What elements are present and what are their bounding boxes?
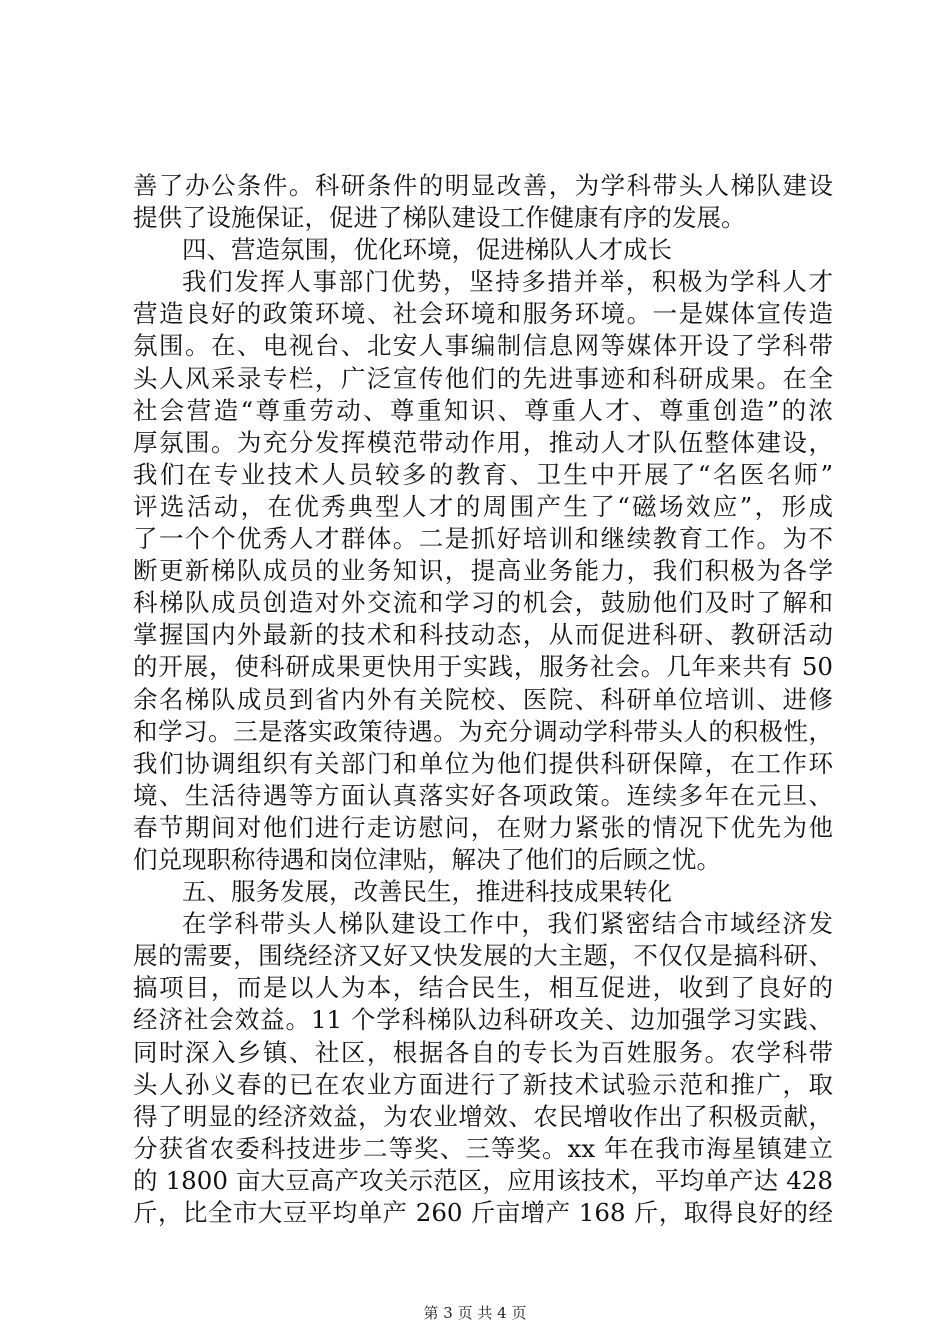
body-line: 得了明显的经济效益，为农业增效、农民增收作出了积极贡献， (133, 1101, 833, 1131)
body-line: 展的需要，围绕经济又好又快发展的大主题，不仅仅是搞科研、 (133, 941, 833, 971)
body-line: 科梯队成员创造对外交流和学习的机会，鼓励他们及时了解和 (133, 588, 833, 618)
body-line: 我们在专业技术人员较多的教育、卫生中开展了“名医名师” (133, 459, 833, 489)
body-line: 营造良好的政策环境、社会环境和服务环境。一是媒体宣传造 (133, 299, 833, 329)
body-line: 掌握国内外最新的技术和科技动态，从而促进科研、教研活动 (133, 620, 833, 650)
page-footer: 第 3 页 共 4 页 (423, 1304, 527, 1322)
body-line: 分获省农委科技进步二等奖、三等奖。xx 年在我市海星镇建立 (133, 1133, 833, 1163)
body-line: 社会营造“尊重劳动、尊重知识、尊重人才、尊重创造”的浓 (133, 395, 833, 425)
body-line: 评选活动，在优秀典型人才的周围产生了“磁场效应”，形成 (133, 491, 833, 521)
body-line: 搞项目，而是以人为本，结合民生，相互促进，收到了良好的 (133, 973, 833, 1003)
body-line: 春节期间对他们进行走访慰问，在财力紧张的情况下优先为他 (133, 812, 833, 842)
document-body (133, 170, 833, 1229)
body-line: 在学科带头人梯队建设工作中，我们紧密结合市域经济发 (182, 909, 833, 939)
body-line: 了一个个优秀人才群体。二是抓好培训和继续教育工作。为不 (133, 524, 833, 554)
body-line: 善了办公条件。科研条件的明显改善，为学科带头人梯队建设 (133, 171, 833, 200)
body-line: 头人孙义春的已在农业方面进行了新技术试验示范和推广，取 (133, 1069, 833, 1099)
body-line: 提供了设施保证，促进了梯队建设工作健康有序的发展。 (133, 203, 746, 233)
body-line: 我们发挥人事部门优势，坚持多措并举，积极为学科人才 (182, 267, 833, 297)
body-line: 斤，比全市大豆平均单产 260 斤亩增产 168 斤，取得良好的经 (133, 1198, 833, 1227)
body-line: 余名梯队成员到省内外有关院校、医院、科研单位培训、进修 (133, 684, 833, 714)
body-line: 厚氛围。为充分发挥模范带动作用，推动人才队伍整体建设， (133, 427, 833, 457)
body-line: 五、服务发展，改善民生，推进科技成果转化 (182, 877, 672, 907)
body-line: 的开展，使科研成果更快用于实践，服务社会。几年来共有 50 (133, 652, 833, 682)
body-line: 和学习。三是落实政策待遇。为充分调动学科带头人的积极性， (133, 716, 833, 746)
body-line: 我们协调组织有关部门和单位为他们提供科研保障，在工作环 (133, 748, 833, 778)
body-line: 的 1800 亩大豆高产攻关示范区，应用该技术，平均单产达 428 (133, 1165, 833, 1195)
body-line: 氛围。在、电视台、北安人事编制信息网等媒体开设了学科带 (133, 331, 833, 361)
body-line: 境、生活待遇等方面认真落实好各项政策。连续多年在元旦、 (133, 780, 833, 810)
body-line: 经济社会效益。11 个学科梯队边科研攻关、边加强学习实践、 (133, 1005, 833, 1035)
body-line: 断更新梯队成员的业务知识，提高业务能力，我们积极为各学 (133, 556, 833, 586)
body-line: 头人风采录专栏，广泛宣传他们的先进事迹和科研成果。在全 (133, 363, 833, 393)
body-line: 们兑现职称待遇和岗位津贴，解决了他们的后顾之忧。 (133, 844, 721, 874)
body-line: 同时深入乡镇、社区，根据各自的专长为百姓服务。农学科带 (133, 1037, 833, 1067)
body-line: 四、营造氛围，优化环境，促进梯队人才成长 (182, 235, 672, 265)
